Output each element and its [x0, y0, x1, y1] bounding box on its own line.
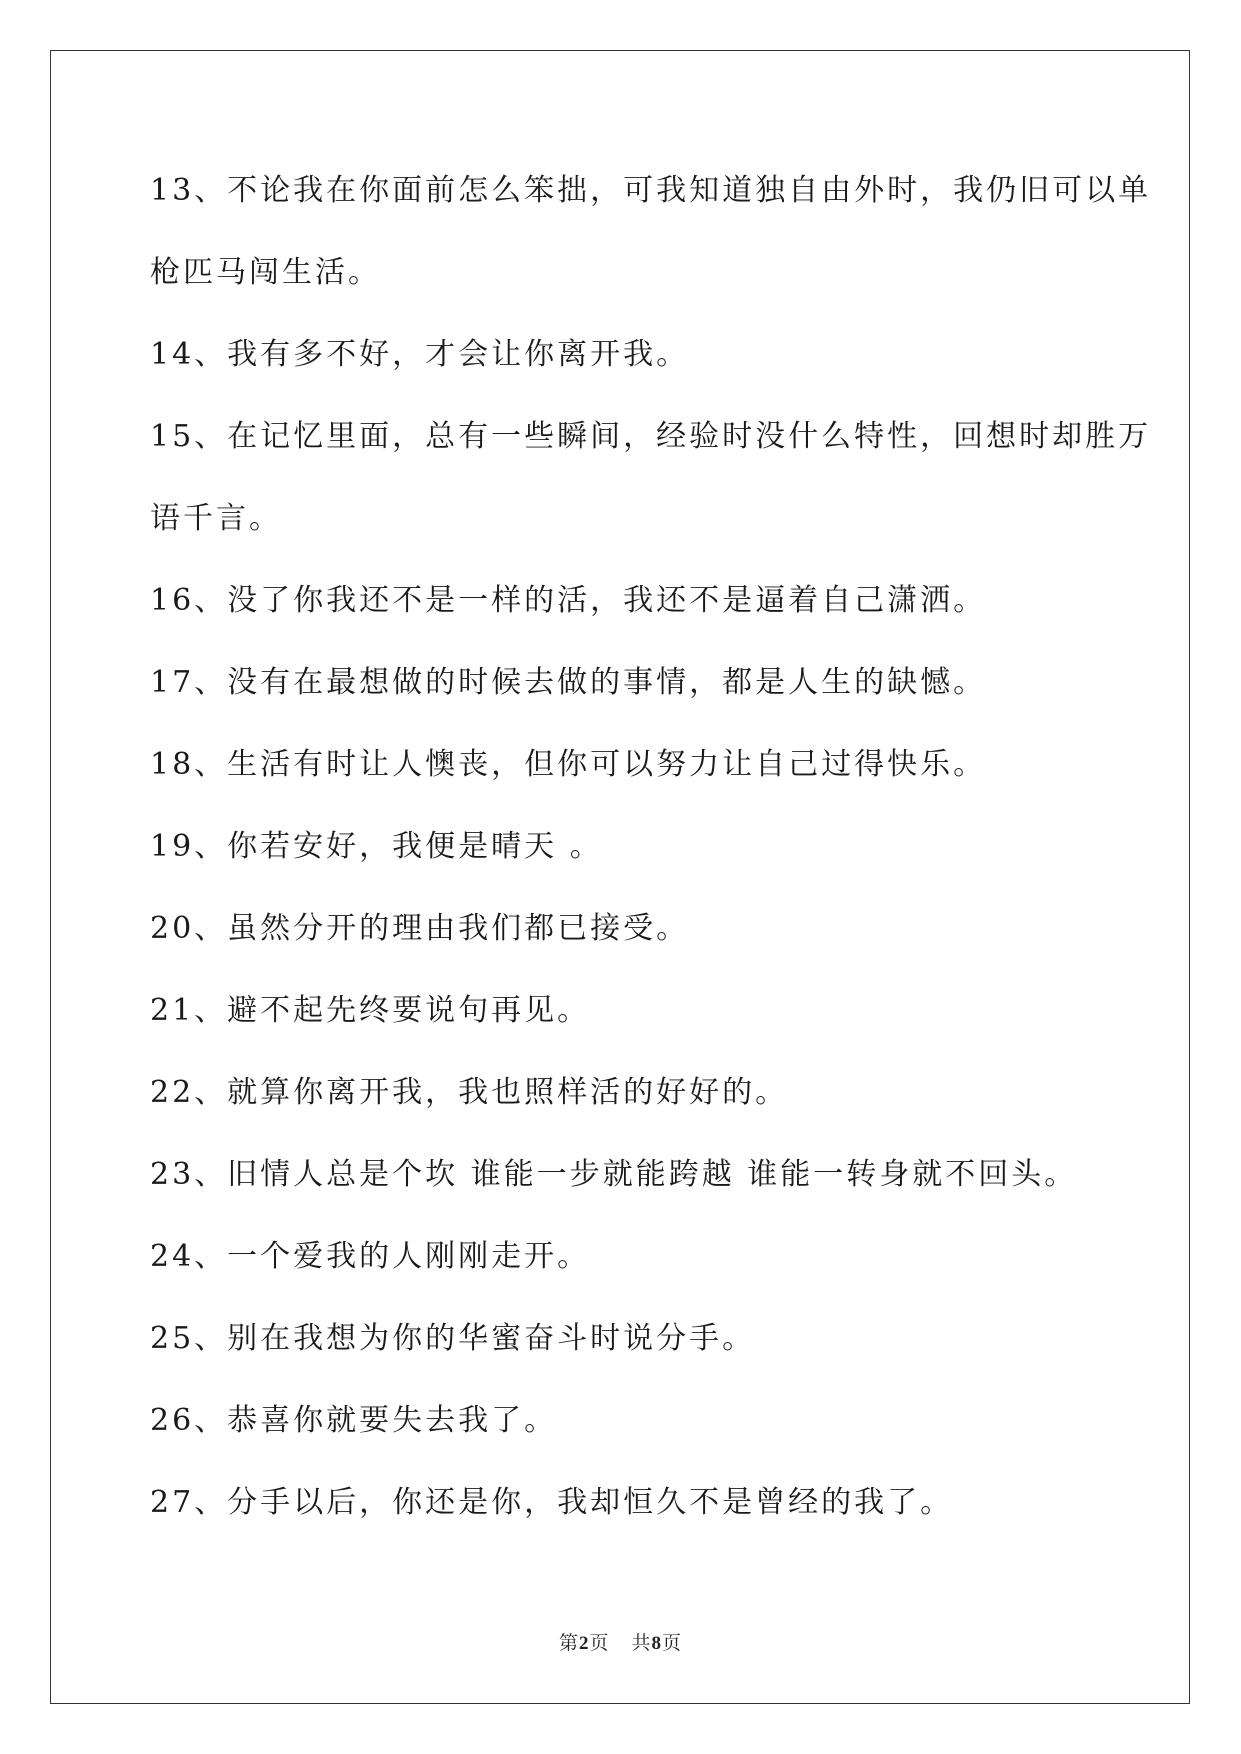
text-line: 语千言。 [150, 501, 282, 536]
text-line: 25、别在我想为你的华蜜奋斗时说分手。 [150, 1321, 756, 1356]
text-line: 17、没有在最想做的时候去做的事情，都是人生的缺憾。 [150, 665, 987, 700]
text-line: 26、恭喜你就要失去我了。 [150, 1403, 558, 1438]
page-label-suffix: 页 [589, 1632, 610, 1654]
text-body [150, 160, 1152, 1554]
text-line: 16、没了你我还不是一样的活，我还不是逼着自己潇洒。 [150, 583, 987, 618]
text-line: 24、一个爱我的人刚刚走开。 [150, 1239, 591, 1274]
text-line: 21、避不起先终要说句再见。 [150, 993, 591, 1028]
text-line: 枪匹马闯生活。 [150, 255, 381, 290]
page-footer [0, 1628, 1241, 1655]
text-line: 22、就算你离开我，我也照样活的好好的。 [150, 1075, 789, 1110]
text-line: 27、分手以后，你还是你，我却恒久不是曾经的我了。 [150, 1485, 954, 1520]
text-line: 20、虽然分开的理由我们都已接受。 [150, 911, 690, 946]
text-line: 18、生活有时让人懊丧，但你可以努力让自己过得快乐。 [150, 747, 987, 782]
page-number: 2 [578, 1633, 590, 1654]
text-line: 14、我有多不好，才会让你离开我。 [150, 337, 690, 372]
total-label-prefix: 共 [631, 1632, 652, 1654]
total-pages: 8 [651, 1633, 663, 1654]
text-line: 23、旧情人总是个坎 谁能一步就能跨越 谁能一转身就不回头。 [150, 1157, 1078, 1192]
text-line: 19、你若安好，我便是晴天 。 [150, 829, 603, 864]
total-label-suffix: 页 [662, 1632, 683, 1654]
text-line: 15、在记忆里面，总有一些瞬间，经验时没什么特性，回想时却胜万 [150, 419, 1152, 454]
text-line: 13、不论我在你面前怎么笨拙，可我知道独自由外时，我仍旧可以单 [150, 173, 1152, 208]
page-label-prefix: 第 [558, 1632, 579, 1654]
